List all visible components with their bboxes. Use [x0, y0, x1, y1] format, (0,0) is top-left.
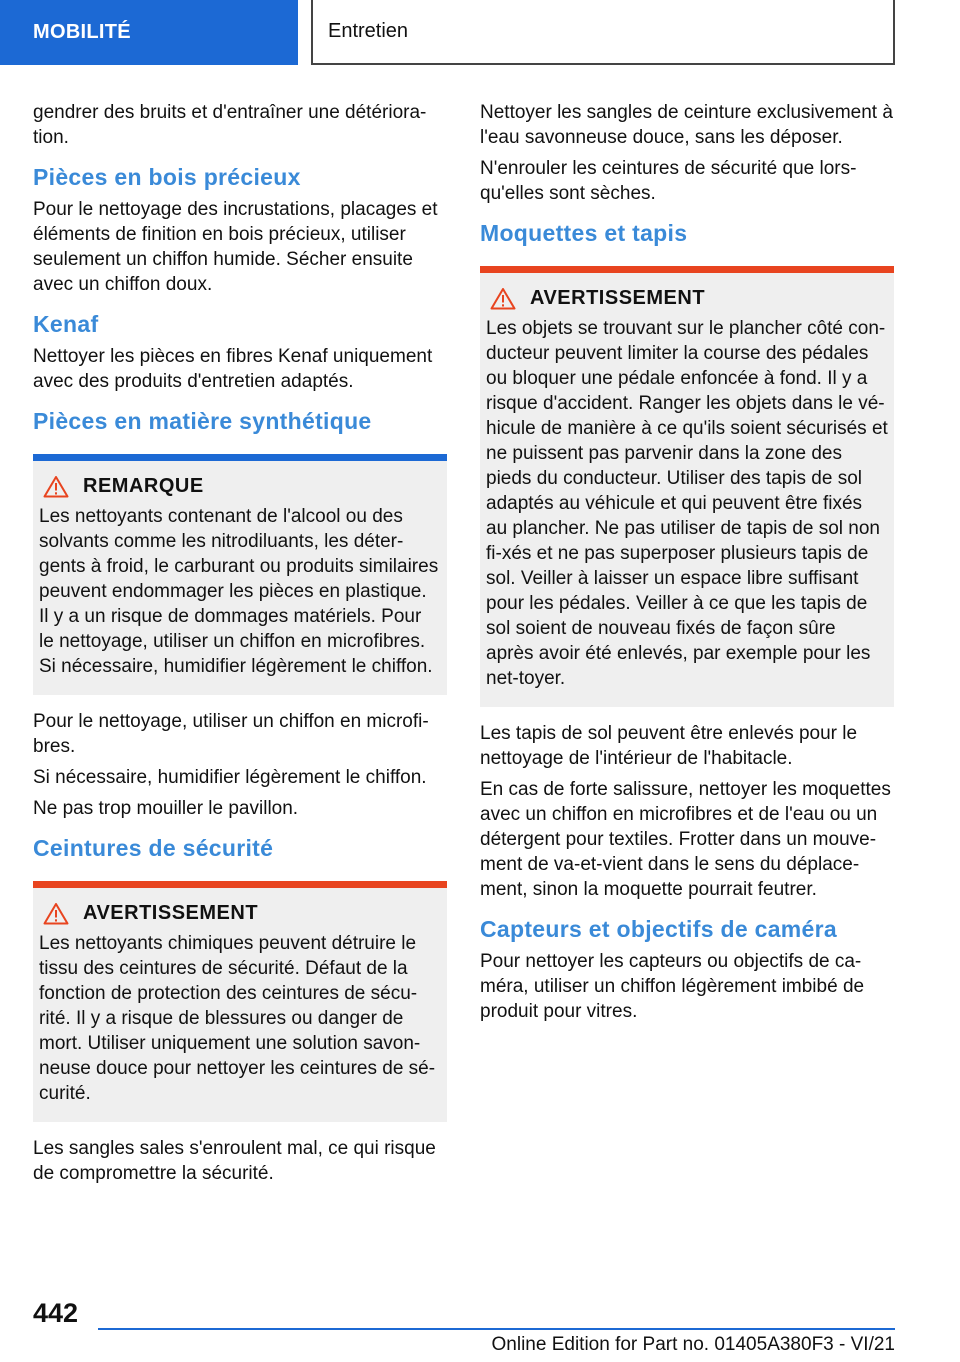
warning-triangle-icon: [43, 902, 69, 925]
page-number: 442: [33, 1298, 79, 1328]
heading-moquettes: Moquettes et tapis: [480, 220, 688, 246]
heading-ceintures: Ceintures de sécurité: [33, 835, 274, 861]
section-label: MOBILITÉ: [33, 21, 131, 43]
warning-triangle-icon: [490, 287, 516, 310]
notice-avertissement-tapis: [480, 266, 894, 707]
warning-triangle-icon: [43, 475, 69, 498]
notice-remarque: [33, 454, 447, 695]
right-column: [480, 100, 894, 1030]
paragraph-enrouler: N'enrouler les ceintures de sécurité que lors-qu'elles sont sèches.: [480, 158, 857, 204]
paragraph-salissure: En cas de forte salissure, nettoyer les moquettes avec un chiffon en microfibres et de l'eau ou un détergent pour textiles. Frotter dans un mouve-ment de va-et-vient dans le sens du déplace-ment, sinon la moquette pourrait feutrer.: [480, 779, 891, 900]
notice-title: REMARQUE: [83, 475, 204, 497]
paragraph-tapis: Les tapis de sol peuvent être enlevés pour le nettoyage de l'intérieur de l'habitacle.: [480, 723, 858, 769]
edition-note: Online Edition for Part no. 01405A380F3 - VI/21: [491, 1334, 895, 1355]
notice-text: Les objets se trouvant sur le plancher côté con-ducteur peuvent limiter la course des pédales ou bloquer une pédale enfoncée à fond. Il y a risque d'accident. Ranger les objets dans le vé-hicule de manière à ce qu'ils soient sécurisés et ne puissent pas parvenir dans la zone des pieds du conducteur. Utiliser des tapis de sol adaptés au véhicule et qui peuvent être fixés au plancher. Ne pas utiliser de tapis de sol non fi-xés et ne pas superposer plusieurs tapis de sol. Veiller à laisser un espace libre suffisant pour les pédales. Veiller à ce que les tapis de sol soient de nouveau fixés de façon sûre après avoir été enlevés, par exemple pour les net-toyer.: [486, 318, 888, 689]
notice-text: Les nettoyants contenant de l'alcool ou des solvants comme les nitrodiluants, les déter-gents à froid, le carburant ou produits similaires peuvent endommager les pièces en plastique. Il y a un risque de dommages matériels. Pour le nettoyage, utiliser un chiffon en microfibres. Si nécessaire, humidifier légèrement le chiffon.: [39, 506, 439, 677]
paragraph-synth-2: Si nécessaire, humidifier légèrement le chiffon.: [33, 767, 427, 788]
left-column: [33, 100, 447, 1192]
paragraph-bois: Pour le nettoyage des incrustations, placages et éléments de finition en bois précieux, utiliser seulement un chiffon humide. Sécher ensuite avec un chiffon doux.: [33, 199, 438, 295]
paragraph-sangles: Nettoyer les sangles de ceinture exclusivement à l'eau savonneuse douce, sans les déposer.: [480, 102, 893, 148]
heading-synthetique: Pièces en matière synthétique: [33, 408, 372, 434]
paragraph-capteurs: Pour nettoyer les capteurs ou objectifs de ca-méra, utiliser un chiffon légèrement imbibé de produit pour vitres.: [480, 951, 865, 1022]
paragraph-ceintures: Les sangles sales s'enroulent mal, ce qui risque de compromettre la sécurité.: [33, 1138, 436, 1184]
notice-title: AVERTISSEMENT: [83, 902, 259, 924]
intro-paragraph: gendrer des bruits et d'entraîner une détériora-tion.: [33, 102, 427, 148]
footer-divider: [98, 1328, 895, 1330]
paragraph-synth-1: Pour le nettoyage, utiliser un chiffon en microfi-bres.: [33, 711, 429, 757]
heading-bois: Pièces en bois précieux: [33, 164, 301, 190]
notice-title: AVERTISSEMENT: [530, 287, 706, 309]
heading-capteurs: Capteurs et objectifs de caméra: [480, 916, 837, 942]
notice-avertissement-ceintures: [33, 881, 447, 1122]
paragraph-synth-3: Ne pas trop mouiller le pavillon.: [33, 798, 299, 819]
paragraph-kenaf: Nettoyer les pièces en fibres Kenaf uniquement avec des produits d'entretien adaptés.: [33, 346, 433, 392]
notice-text: Les nettoyants chimiques peuvent détruire le tissu des ceintures de sécurité. Défaut de la fonction de protection des ceintures de sécu-rité. Il y a risque de blessures ou danger de mort. Utiliser uniquement une solution savon-neuse douce pour nettoyer les ceintures de sé-curité.: [39, 933, 436, 1104]
heading-kenaf: Kenaf: [33, 311, 99, 337]
section-tab: [0, 0, 298, 65]
chapter-label: Entretien: [328, 20, 409, 42]
chapter-tab: [311, 0, 895, 65]
